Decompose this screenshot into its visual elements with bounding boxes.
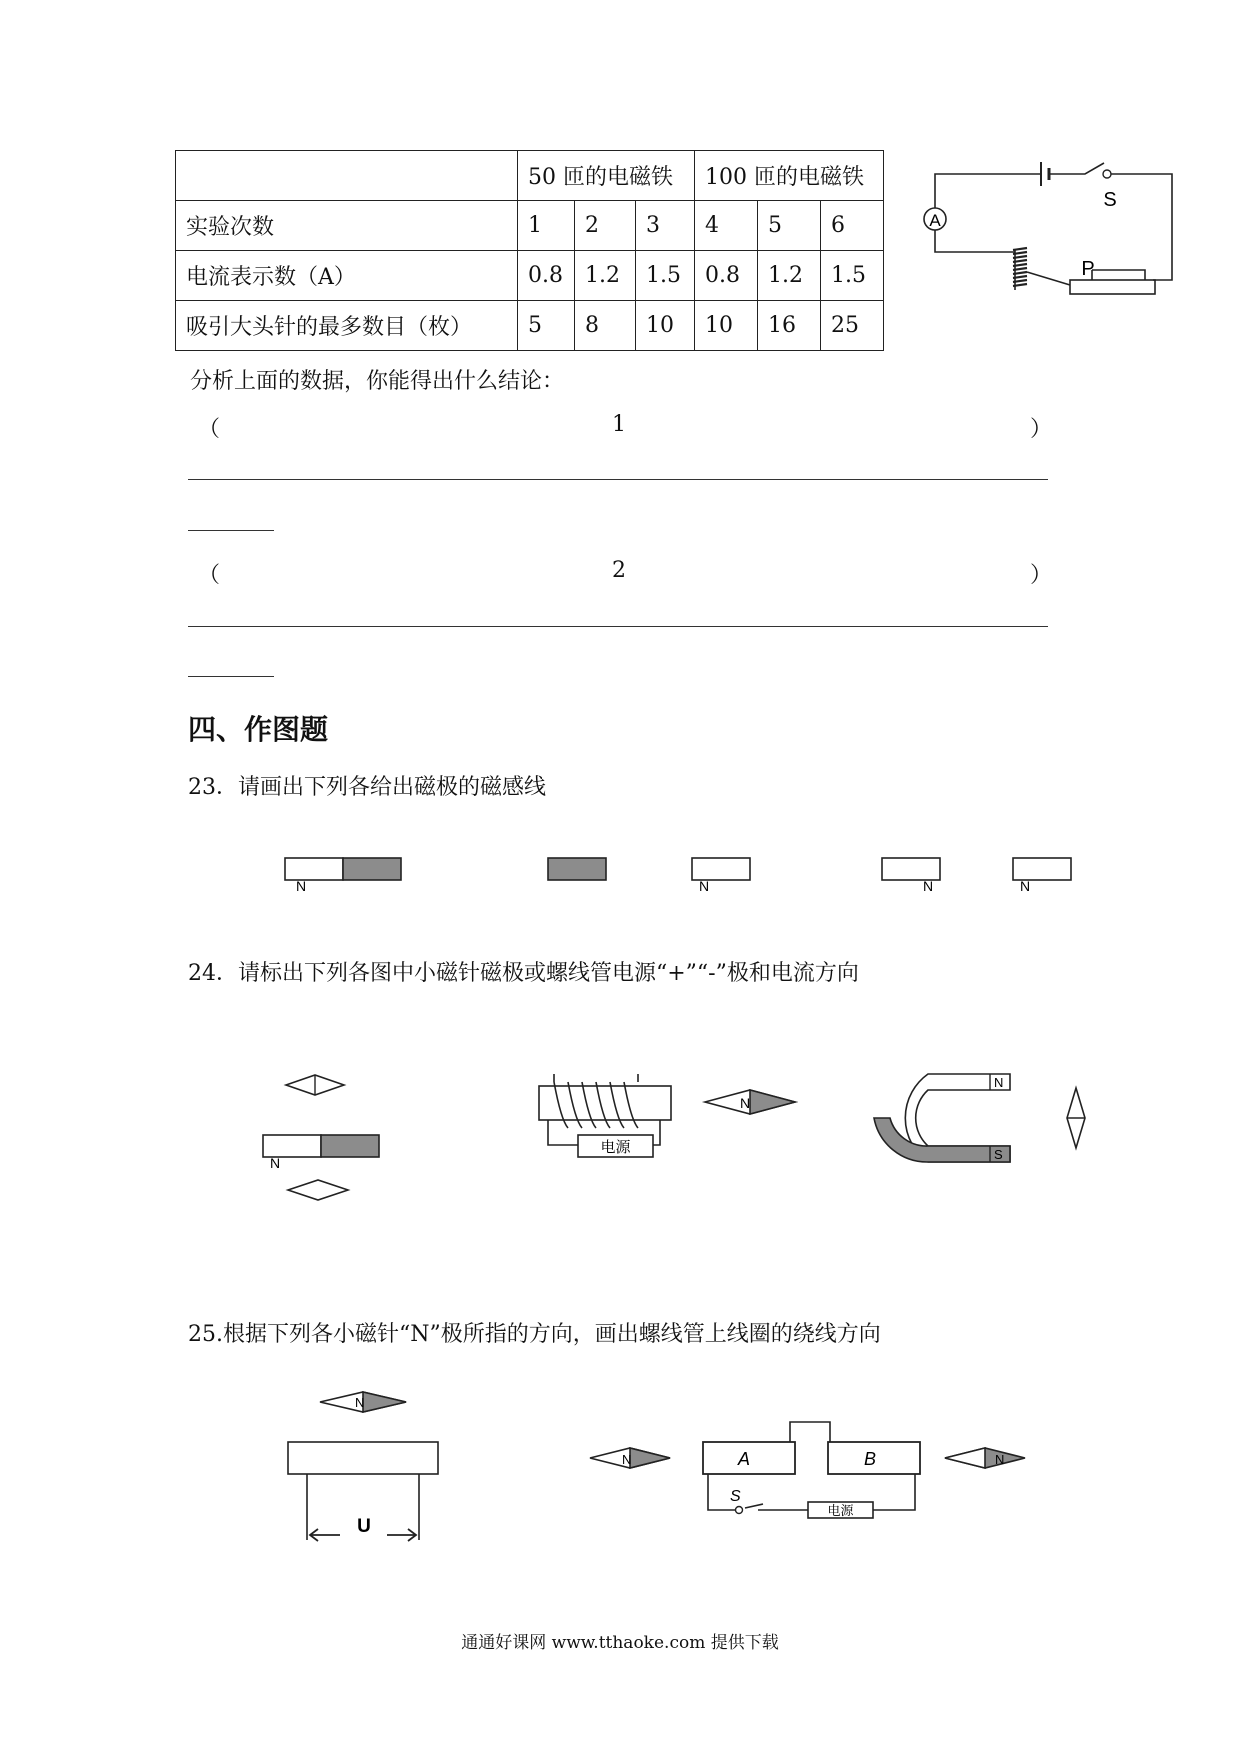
- n-pole-label: N: [270, 1155, 281, 1171]
- compass-needle-icon: [590, 1448, 670, 1468]
- row-label: 吸引大头针的最多数目（枚）: [176, 301, 518, 351]
- table-cell: 8: [575, 301, 636, 351]
- blank-number: 2: [612, 558, 626, 583]
- analysis-prompt: 分析上面的数据，你能得出什么结论：: [190, 369, 565, 394]
- s-pole-label: S: [378, 878, 388, 894]
- answer-line: [188, 676, 274, 677]
- page-footer: 通通好课网 www.tthaoke.com 提供下载: [461, 1633, 779, 1653]
- table-cell: 2: [575, 201, 636, 251]
- table-row: [176, 201, 884, 251]
- switch-label: S: [1103, 189, 1117, 211]
- blank-close-paren: ）: [1030, 563, 1053, 588]
- compass-needle-icon: [705, 1090, 795, 1114]
- solenoid-icon: [539, 1074, 671, 1157]
- blank-open-paren: （: [198, 563, 221, 588]
- compass-needle-vertical-icon: [1067, 1088, 1085, 1148]
- table-cell: 16: [758, 301, 821, 351]
- table-cell: 1.2: [758, 251, 821, 301]
- n-pole-label: N: [699, 878, 710, 894]
- switch-contact-icon: [1103, 170, 1111, 178]
- question-24-text: 24．请标出下列各图中小磁针磁极或螺线管电源“+”“-”极和电流方向: [188, 961, 859, 986]
- compass-needle-icon: [320, 1392, 406, 1412]
- answer-line: [188, 530, 274, 531]
- question-23-text: 23．请画出下列各给出磁极的磁感线: [188, 775, 546, 800]
- table-cell: 10: [636, 301, 695, 351]
- voltage-label: U: [357, 1516, 371, 1537]
- n-pole-block-icon: [692, 858, 750, 894]
- bar-magnet-icon: [263, 1135, 379, 1171]
- s-pole-label: S: [355, 1155, 365, 1171]
- section-title: 四、作图题: [188, 713, 329, 746]
- s-pole-label: S: [585, 878, 595, 894]
- table-header-row: [176, 151, 884, 201]
- electromagnet-circuit-diagram: [920, 150, 1190, 300]
- row-label: 电流表示数（A）: [176, 251, 518, 301]
- power-source-label: 电源: [827, 1503, 854, 1518]
- ammeter-label: A: [929, 211, 941, 230]
- q24-diagram: [250, 1060, 1110, 1210]
- table-cell: 1.5: [636, 251, 695, 301]
- experiment-table: [175, 150, 884, 351]
- n-pole-label: N: [296, 878, 307, 894]
- table-cell: 0.8: [518, 251, 575, 301]
- table-row: [176, 251, 884, 301]
- table-cell: 5: [518, 301, 575, 351]
- solenoid-b-label: B: [864, 1449, 877, 1469]
- switch-contact-icon: [736, 1507, 743, 1514]
- horseshoe-magnet-icon: [874, 1074, 1010, 1162]
- n-pole-block-icon: [882, 858, 940, 894]
- table-corner-cell: [176, 151, 518, 201]
- q23-magnets-diagram: [270, 855, 1100, 905]
- slider-label: P: [1081, 258, 1095, 280]
- table-cell: 3: [636, 201, 695, 251]
- bar-magnet-icon: [285, 858, 401, 894]
- power-source-label: 电源: [600, 1139, 631, 1156]
- table-cell: 1: [518, 201, 575, 251]
- table-cell: 25: [821, 301, 884, 351]
- n-pole-label: N: [1020, 878, 1031, 894]
- compass-needle-icon: [945, 1448, 1025, 1468]
- solenoid-a-label: A: [738, 1449, 751, 1469]
- header-50-turns: 50 匝的电磁铁: [518, 151, 695, 201]
- answer-line: [188, 626, 1048, 627]
- table-row: [176, 301, 884, 351]
- header-100-turns: 100 匝的电磁铁: [695, 151, 884, 201]
- table-cell: 4: [695, 201, 758, 251]
- answer-line: [188, 479, 1048, 480]
- n-pole-label: N: [923, 878, 934, 894]
- n-pole-label: N: [740, 1095, 751, 1111]
- compass-needle-icon: [286, 1075, 344, 1095]
- row-label: 实验次数: [176, 201, 518, 251]
- blank-number: 1: [612, 412, 626, 437]
- n-pole-label: N: [995, 1452, 1005, 1467]
- n-pole-label: N: [994, 1075, 1004, 1090]
- compass-needle-icon: [288, 1180, 348, 1200]
- table-cell: 10: [695, 301, 758, 351]
- question-25-text: 25.根据下列各小磁针“N”极所指的方向，画出螺线管上线圈的绕线方向: [188, 1322, 881, 1347]
- s-pole-block-icon: [548, 858, 606, 894]
- table-cell: 1.5: [821, 251, 884, 301]
- s-pole-label: S: [994, 1147, 1003, 1162]
- n-pole-label: N: [355, 1395, 365, 1410]
- blank-close-paren: ）: [1030, 417, 1053, 442]
- table-cell: 6: [821, 201, 884, 251]
- q25-diagram: [260, 1380, 1080, 1555]
- n-pole-block-icon: [1013, 858, 1071, 894]
- table-cell: 1.2: [575, 251, 636, 301]
- n-pole-label: N: [622, 1452, 632, 1467]
- switch-label: S: [730, 1488, 741, 1505]
- table-cell: 5: [758, 201, 821, 251]
- blank-open-paren: （: [198, 417, 221, 442]
- table-cell: 0.8: [695, 251, 758, 301]
